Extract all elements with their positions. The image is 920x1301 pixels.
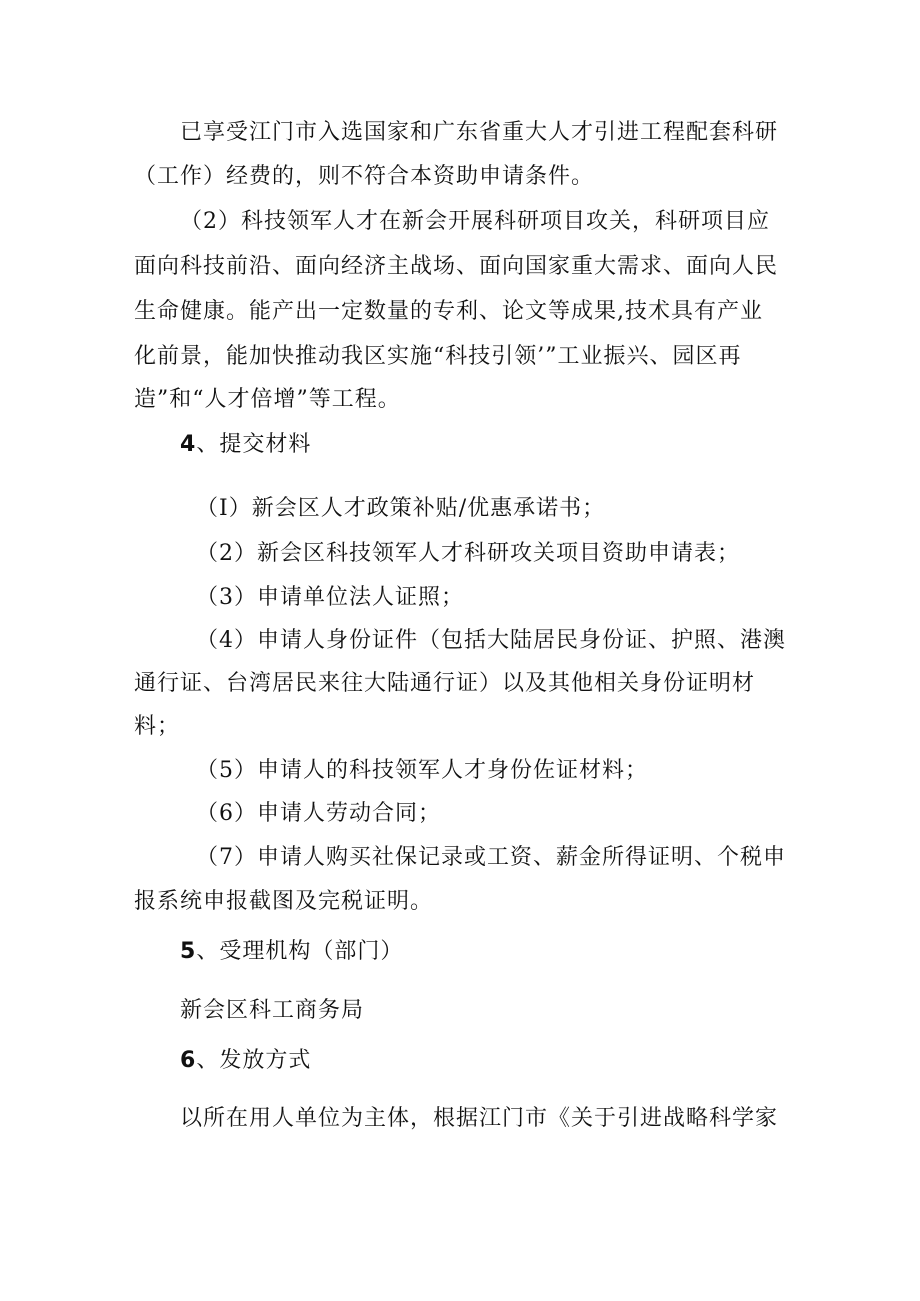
section-title: 、发放方式 (196, 1048, 312, 1073)
section-number: 6 (180, 1048, 197, 1073)
paragraph-line: 已享受江门市入选国家和广东省重大人才引进工程配套科研 (180, 120, 779, 145)
list-item: （2）新会区科技领军人才科研攻关项目资助申请表； (196, 541, 740, 566)
list-item: （4）申请人身份证件（包括大陆居民身份证、护照、港澳 (196, 628, 786, 653)
section-body: 以所在用人单位为主体，根据江门市《关于引进战略科学家 (180, 1106, 779, 1131)
list-item: （3）申请单位法人证照； (196, 585, 464, 610)
list-item: （7）申请人购买社保记录或工资、薪金所得证明、个税申 (196, 845, 786, 870)
paragraph-line: （2）科技领军人才在新会开展科研项目攻关，科研项目应 (180, 209, 770, 234)
section-heading-4 (180, 430, 311, 460)
section-heading-5 (180, 937, 403, 967)
list-item: （I）新会区人才政策补贴/优惠承诺书； (196, 496, 606, 521)
list-item: （5）申请人的科技领军人才身份佐证材料； (196, 758, 648, 783)
list-item-continuation: 报系统申报截图及完税证明。 (134, 889, 434, 914)
paragraph-line: 面向科技前沿、面向经济主战场、面向国家重大需求、面向人民 (134, 254, 779, 279)
section-body: 新会区科工商务局 (180, 998, 365, 1023)
paragraph-line: 造”和“人才倍增”等工程。 (134, 387, 401, 412)
section-title: 、受理机构（部门） (196, 939, 404, 964)
section-title: 、提交材料 (196, 432, 312, 457)
section-number: 5 (180, 939, 197, 964)
list-item: （6）申请人劳动合同； (196, 801, 441, 826)
list-item-continuation: 料； (134, 714, 181, 739)
section-heading-6 (180, 1046, 311, 1076)
paragraph-line: 生命健康。能产出一定数量的专利、论文等成果,技术具有产业 (134, 299, 763, 324)
paragraph-line: 化前景，能加快推动我区实施“科技引领’”工业振兴、园区再 (134, 344, 742, 369)
paragraph-line: （工作）经费的，则不符合本资助申请条件。 (134, 164, 595, 189)
section-number: 4 (180, 432, 197, 457)
list-item-continuation: 通行证、台湾居民来往大陆通行证）以及其他相关身份证明材 (134, 671, 756, 696)
